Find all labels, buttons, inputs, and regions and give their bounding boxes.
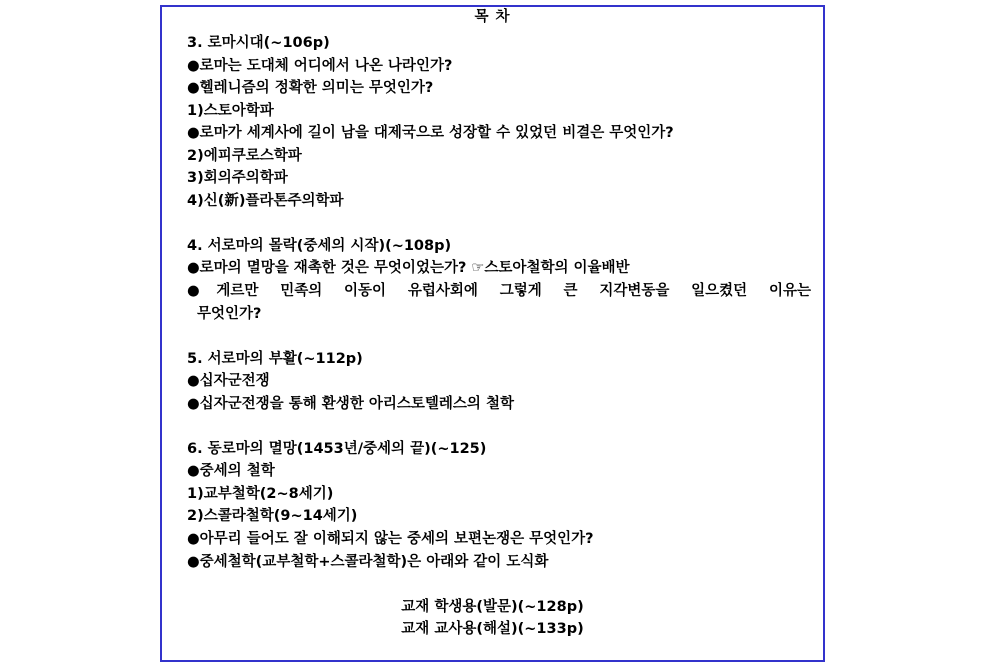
toc-body (162, 32, 823, 641)
page-border (160, 5, 825, 662)
spacer (187, 325, 811, 348)
list-item: ●로마는 도대체 어디에서 나온 나라인가? (187, 57, 453, 74)
list-item-continuation: 무엇인가? (197, 305, 262, 322)
sub-item: 2)스콜라철학(9~14세기) (187, 508, 358, 525)
list-item: ●로마의 멸망을 재촉한 것은 무엇이었는가? ☞스토아철학의 이율배반 (187, 260, 630, 277)
list-item: ●십자군전쟁 (187, 373, 270, 390)
footer-line-teacher: 교재 교사용(해설)(~133p) (401, 621, 584, 638)
list-item: ●중세철학(교부철학+스콜라철학)은 아래와 같이 도식화 (187, 553, 549, 570)
section-heading: 4. 서로마의 몰락(중세의 시작)(~108p) (187, 237, 452, 254)
list-item: ●게르만 민족의 이동이 유럽사회에 그렇게 큰 지각변동을 일으켰던 이유는 (187, 283, 811, 300)
section-heading: 5. 서로마의 부활(~112p) (187, 350, 363, 367)
sub-item: 2)에피쿠로스학파 (187, 147, 302, 164)
list-item: ●아무리 들어도 잘 이해되지 않는 중세의 보편논쟁은 무엇인가? (187, 531, 594, 548)
spacer (187, 573, 811, 596)
list-item: ●헬레니즘의 정확한 의미는 무엇인가? (187, 80, 434, 97)
sub-item: 3)회의주의학파 (187, 170, 288, 187)
list-item: ●로마가 세계사에 길이 남을 대제국으로 성장할 수 있었던 비결은 무엇인가? (187, 125, 674, 142)
list-item: ●중세의 철학 (187, 463, 275, 480)
section-heading: 6. 동로마의 멸망(1453년/중세의 끝)(~125) (187, 440, 487, 457)
toc-title: 목 차 (474, 9, 511, 25)
sub-item: 1)스토아학파 (187, 102, 274, 119)
list-item: ●십자군전쟁을 통해 환생한 아리스토텔레스의 철학 (187, 395, 514, 412)
sub-item: 4)신(新)플라톤주의학파 (187, 192, 344, 209)
spacer (187, 212, 811, 235)
spacer (187, 415, 811, 438)
footer-line-student: 교재 학생용(발문)(~128p) (401, 598, 584, 615)
section-heading: 3. 로마시대(~106p) (187, 35, 330, 51)
sub-item: 1)교부철학(2~8세기) (187, 485, 334, 502)
